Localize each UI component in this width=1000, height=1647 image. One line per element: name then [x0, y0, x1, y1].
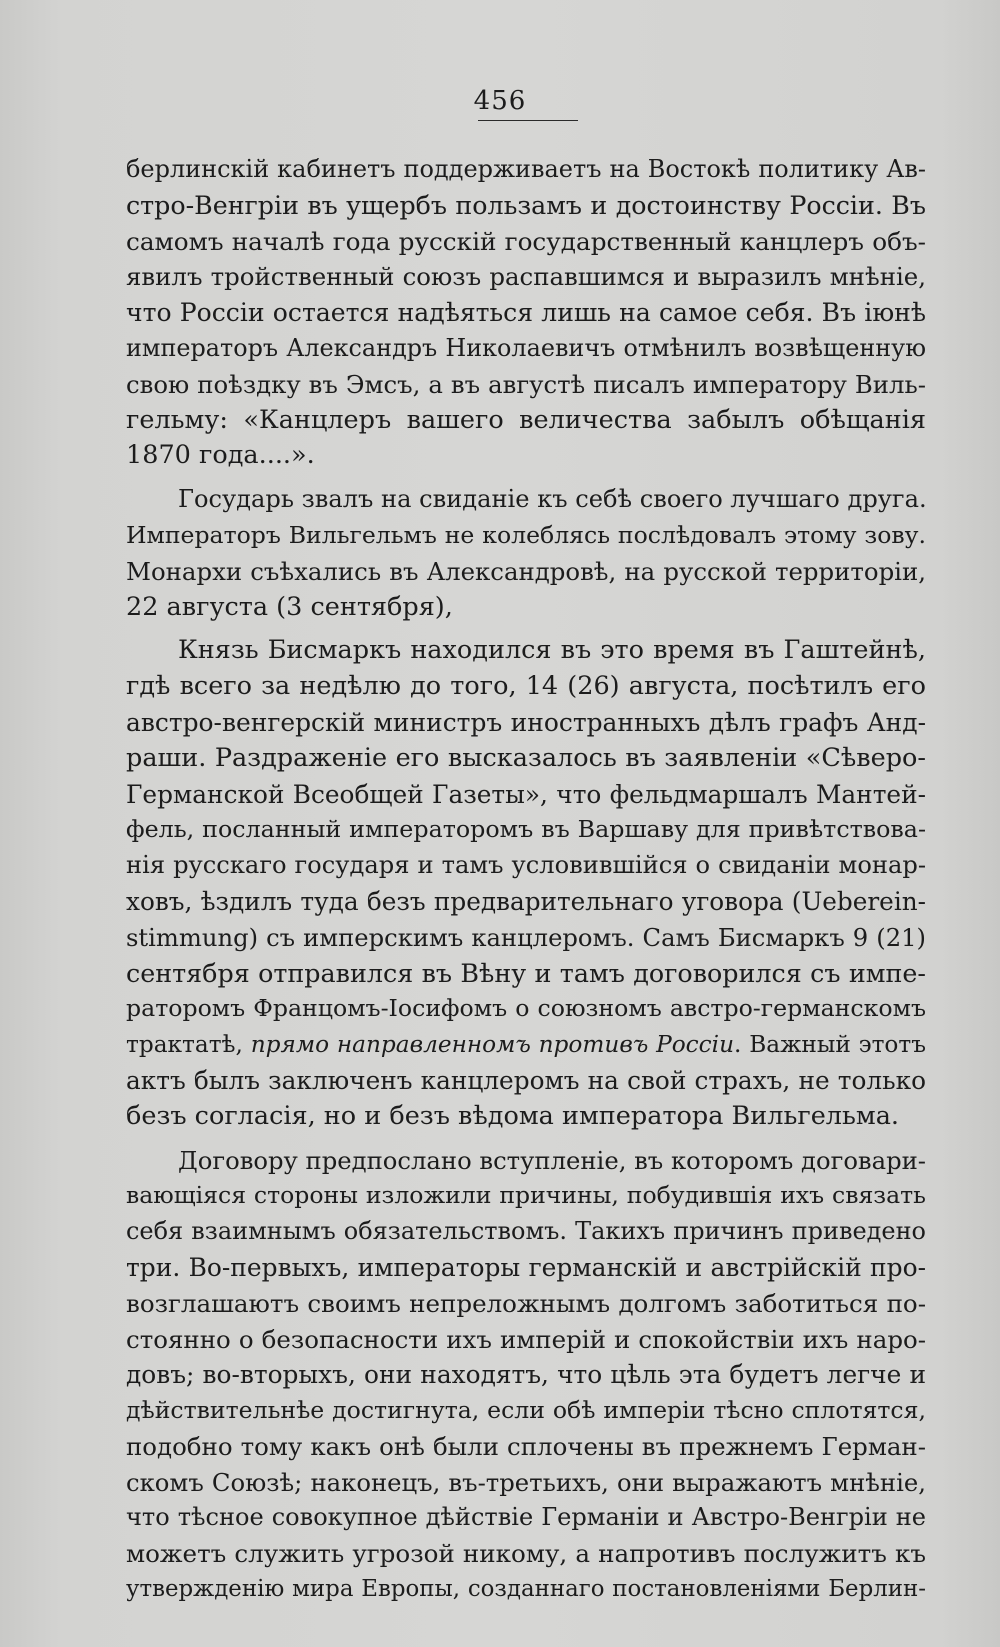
text-line: нія русскаго государя и тамъ условившійся о свиданіи монар-: [126, 851, 926, 880]
text-line: раши. Раздраженіе его высказалось въ заявленіи «Сѣверо-: [126, 742, 926, 773]
text-line-with-italic: [126, 1027, 926, 1063]
text-line: сентября отправился въ Вѣну и тамъ договорился съ импе-: [126, 957, 926, 988]
text-line: гельму: «Канцлеръ вашего величества забылъ обѣщанія: [126, 404, 926, 435]
text-line: императоръ Александръ Николаевичъ отмѣнилъ возвѣщенную: [126, 333, 926, 362]
text-line: утвержденію мира Европы, созданнаго постановленіями Берлин-: [126, 1576, 926, 1603]
paragraph: [126, 1143, 926, 1608]
text-line: скомъ Союзѣ; наконецъ, въ-третьихъ, они выражаютъ мнѣніе,: [126, 1467, 926, 1497]
text-line: что Россіи остается надѣяться лишь на самое себя. Въ іюнѣ: [126, 298, 926, 328]
text-line: довъ; во-вторыхъ, они находятъ, что цѣль эта будетъ легче и: [126, 1360, 926, 1390]
text-line: австро-венгерскій министръ иностранныхъ дѣлъ графъ Анд-: [126, 707, 926, 737]
text-line: явилъ тройственный союзъ распавшимся и выразилъ мнѣніе,: [126, 262, 926, 292]
text-line: можетъ служить угрозой никому, а напротивъ послужитъ къ: [126, 1539, 926, 1569]
text-line: самомъ началѣ года русскій государственный канцлеръ объ-: [126, 226, 926, 256]
text-line: берлинскій кабинетъ поддерживаетъ на Востокѣ политику Ав-: [126, 155, 926, 183]
text-line: гдѣ всего за недѣлю до того, 14 (26) августа, посѣтилъ его: [126, 671, 926, 702]
text-line: возглашаютъ своимъ непреложнымъ долгомъ заботиться по-: [126, 1288, 926, 1318]
text-line: 1870 года....».: [126, 440, 315, 471]
text-line: stimmung) съ имперскимъ канцлеромъ. Самъ Бисмаркъ 9 (21): [126, 922, 926, 952]
text-line: свою поѣздку въ Эмсъ, а въ августѣ писалъ императору Виль-: [126, 369, 926, 399]
text-line: стро-Венгріи въ ущербъ пользамъ и достоинству Россіи. Въ: [126, 190, 926, 220]
text-line: три. Во-первыхъ, императоры германскій и австрійскій про-: [126, 1252, 926, 1282]
paragraph: [126, 482, 926, 625]
text-line: Германской Всеобщей Газеты», что фельдмаршалъ Мантей-: [126, 779, 926, 809]
text-line: что тѣсное совокупное дѣйствіе Германіи и Австро-Венгріи не: [126, 1503, 926, 1532]
text-line: вающіяся стороны изложили причины, побудившія ихъ связать: [126, 1181, 926, 1210]
text-line: Государь звалъ на свиданіе къ себѣ своего лучшаго друга.: [178, 485, 927, 514]
text-line: дѣйствительнѣе достигнута, если обѣ имперіи тѣсно сплотятся,: [126, 1396, 926, 1425]
text-line: актъ былъ заключенъ канцлеромъ на свой страхъ, не только: [126, 1065, 926, 1095]
text-line: безъ согласія, но и безъ вѣдома императора Вильгельма.: [126, 1100, 900, 1131]
paragraph: [126, 633, 926, 1134]
text-line: раторомъ Францомъ-Іосифомъ о союзномъ австро-германскомъ: [126, 994, 926, 1023]
text-line: 22 августа (3 сентября),: [126, 591, 453, 622]
text-line: Императоръ Вильгельмъ не колеблясь послѣдовалъ этому зову.: [126, 520, 926, 549]
page-number: 456: [473, 86, 527, 116]
header-rule: [478, 120, 578, 121]
text-line: ховъ, ѣздилъ туда безъ предварительнаго уговора (Uebereіn-: [126, 886, 926, 916]
text-line: Монархи съѣхались въ Александровѣ, на русской территоріи,: [126, 556, 926, 586]
text-line: фель, посланный императоромъ въ Варшаву для привѣтствова-: [126, 815, 926, 844]
text-line: Договору предпослано вступленіе, въ которомъ договари-: [178, 1145, 927, 1175]
text-line: Князь Бисмаркъ находился въ это время въ Гаштейнѣ,: [178, 635, 926, 666]
text-line: подобно тому какъ онѣ были сплочены въ прежнемъ Герман-: [126, 1431, 926, 1461]
italic-after: . Важный этотъ: [734, 1031, 926, 1059]
italic-before: трактатѣ,: [126, 1031, 251, 1059]
paragraph: [126, 152, 926, 474]
text-line: себя взаимнымъ обязательствомъ. Такихъ причинъ приведено: [126, 1217, 926, 1246]
body-text: [126, 152, 926, 1608]
italic-phrase: прямо направленномъ противъ Россіи: [250, 1031, 735, 1059]
text-line: стоянно о безопасности ихъ имперій и спокойствіи ихъ наро-: [126, 1324, 926, 1354]
